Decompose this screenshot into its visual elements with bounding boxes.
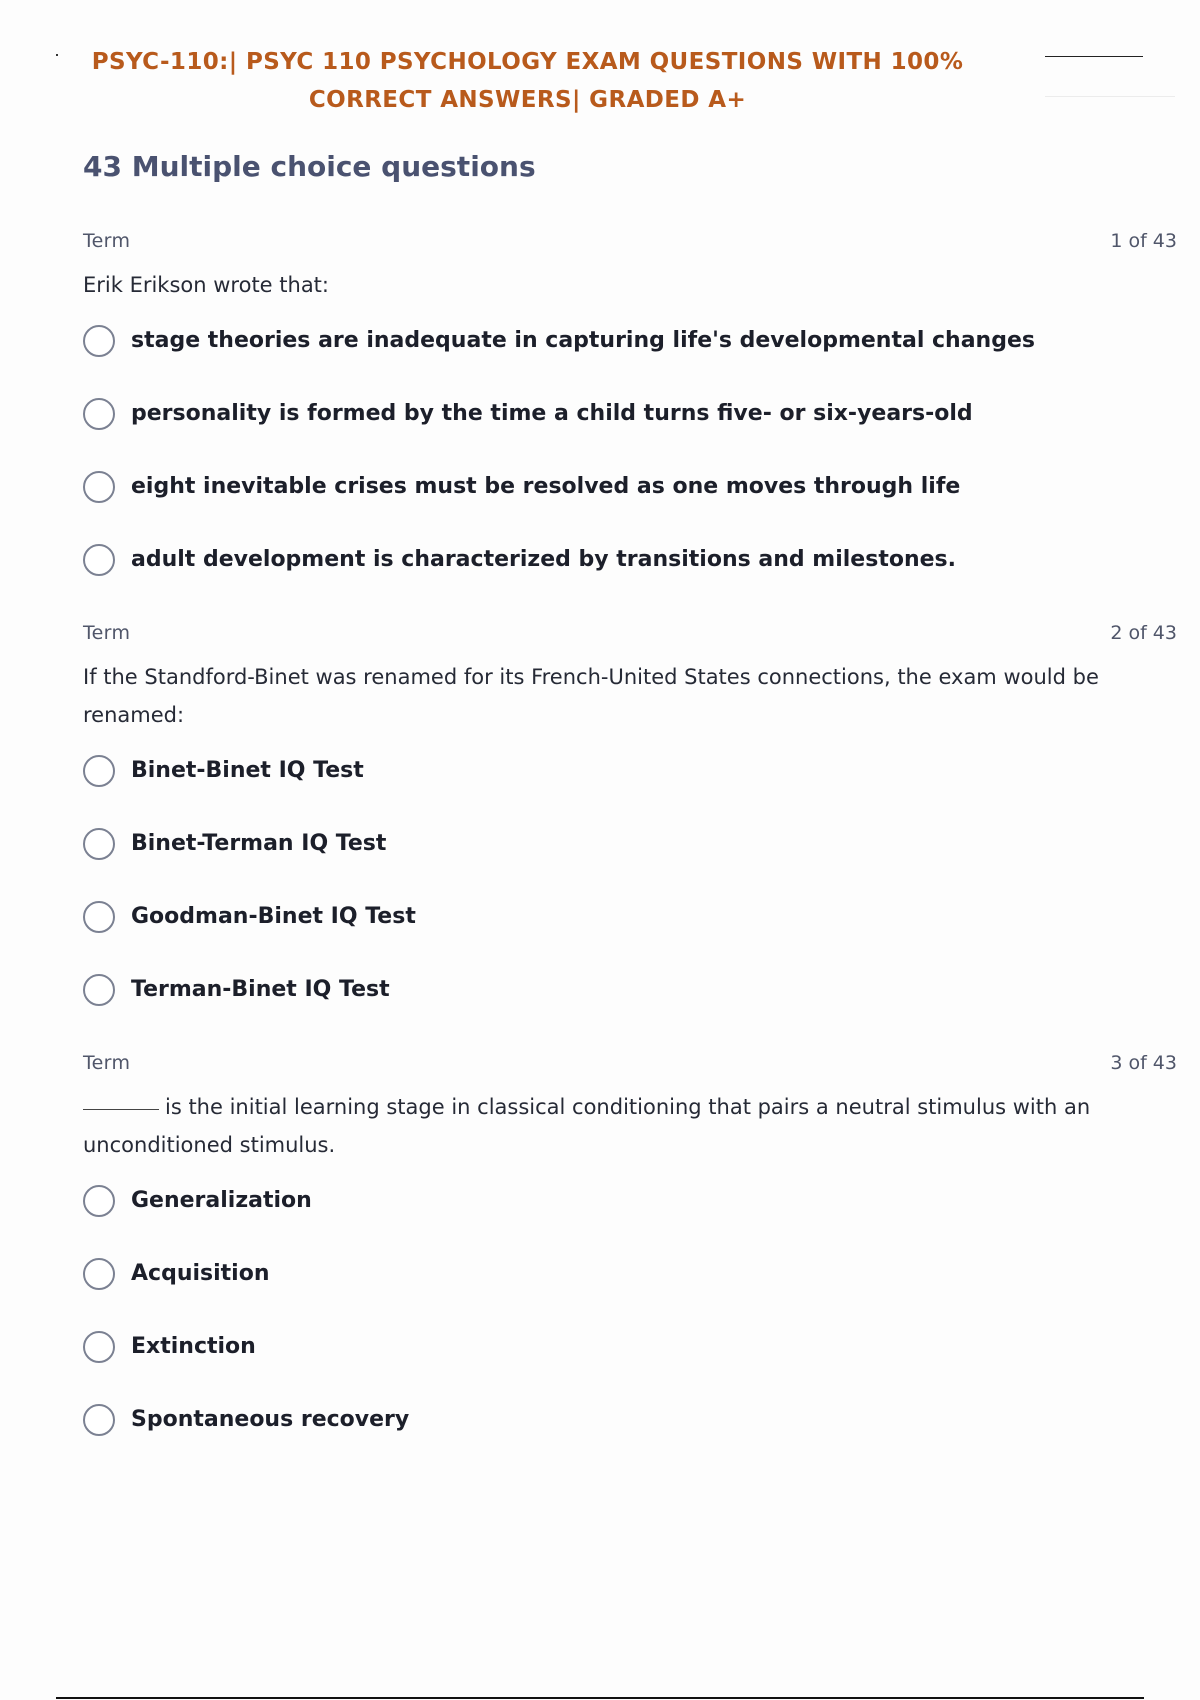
fill-in-blank [83, 1109, 159, 1110]
question-counter: 3 of 43 [1110, 1052, 1177, 1074]
radio-button[interactable] [83, 471, 115, 503]
question-text: If the Standford-Binet was renamed for its French-United States connections, the exam would be renamed: [83, 665, 1099, 727]
question-text: Erik Erikson wrote that: [83, 273, 329, 297]
question-header [83, 230, 1177, 260]
answer-option[interactable] [83, 450, 1177, 523]
radio-button[interactable] [83, 1185, 115, 1217]
question-header [83, 622, 1177, 652]
radio-button[interactable] [83, 755, 115, 787]
term-label: Term [83, 1052, 131, 1074]
answer-option[interactable] [83, 880, 1177, 953]
radio-button[interactable] [83, 1404, 115, 1436]
answer-option-label: Spontaneous recovery [131, 1407, 410, 1432]
answer-option-label: adult development is characterized by transitions and milestones. [131, 547, 956, 572]
question-card-2 [83, 622, 1177, 1026]
term-label: Term [83, 622, 131, 644]
answer-option[interactable] [83, 304, 1177, 377]
radio-button[interactable] [83, 974, 115, 1006]
answer-option[interactable] [83, 1310, 1177, 1383]
question-set-heading: 43 Multiple choice questions [83, 150, 536, 183]
answer-option-label: eight inevitable crises must be resolved as one moves through life [131, 474, 961, 499]
term-label: Term [83, 230, 131, 252]
question-card-3 [83, 1052, 1177, 1456]
answer-option-label: Generalization [131, 1188, 312, 1213]
answer-options [83, 304, 1177, 596]
radio-button[interactable] [83, 398, 115, 430]
header-rule [1045, 56, 1143, 57]
radio-button[interactable] [83, 544, 115, 576]
answer-option-label: Binet-Terman IQ Test [131, 831, 387, 856]
answer-option-label: Extinction [131, 1334, 256, 1359]
footer-rule [56, 1697, 1144, 1699]
title-dot-mark [56, 54, 58, 56]
answer-option-label: stage theories are inadequate in capturing life's developmental changes [131, 328, 1035, 353]
question-card-1 [83, 230, 1177, 596]
question-counter: 2 of 43 [1110, 622, 1177, 644]
answer-option-label: Binet-Binet IQ Test [131, 758, 364, 783]
radio-button[interactable] [83, 828, 115, 860]
document-title-line-1: PSYC-110:| PSYC 110 PSYCHOLOGY EXAM QUESTIONS WITH 100% [91, 49, 964, 76]
answer-options [83, 1164, 1177, 1456]
question-counter: 1 of 43 [1110, 230, 1177, 252]
question-text-container [83, 1088, 1177, 1164]
answer-option[interactable] [83, 953, 1177, 1026]
answer-option[interactable] [83, 1383, 1177, 1456]
radio-button[interactable] [83, 1331, 115, 1363]
radio-button[interactable] [83, 1258, 115, 1290]
answer-option[interactable] [83, 807, 1177, 880]
answer-option[interactable] [83, 1164, 1177, 1237]
answer-option[interactable] [83, 1237, 1177, 1310]
header-rule-faint [1045, 96, 1175, 97]
question-header [83, 1052, 1177, 1082]
answer-option[interactable] [83, 734, 1177, 807]
answer-option[interactable] [83, 377, 1177, 450]
answer-option-label: Goodman-Binet IQ Test [131, 904, 416, 929]
radio-button[interactable] [83, 325, 115, 357]
answer-option-label: Terman-Binet IQ Test [131, 977, 390, 1002]
document-title [60, 43, 995, 119]
answer-option-label: personality is formed by the time a child turns five- or six-years-old [131, 401, 973, 426]
answer-options [83, 734, 1177, 1026]
answer-option[interactable] [83, 523, 1177, 596]
answer-option-label: Acquisition [131, 1261, 270, 1286]
document-title-line-2: CORRECT ANSWERS| GRADED A+ [308, 87, 747, 114]
radio-button[interactable] [83, 901, 115, 933]
question-text: is the initial learning stage in classical conditioning that pairs a neutral stimulus with an unconditioned stimulus. [83, 1095, 1091, 1157]
